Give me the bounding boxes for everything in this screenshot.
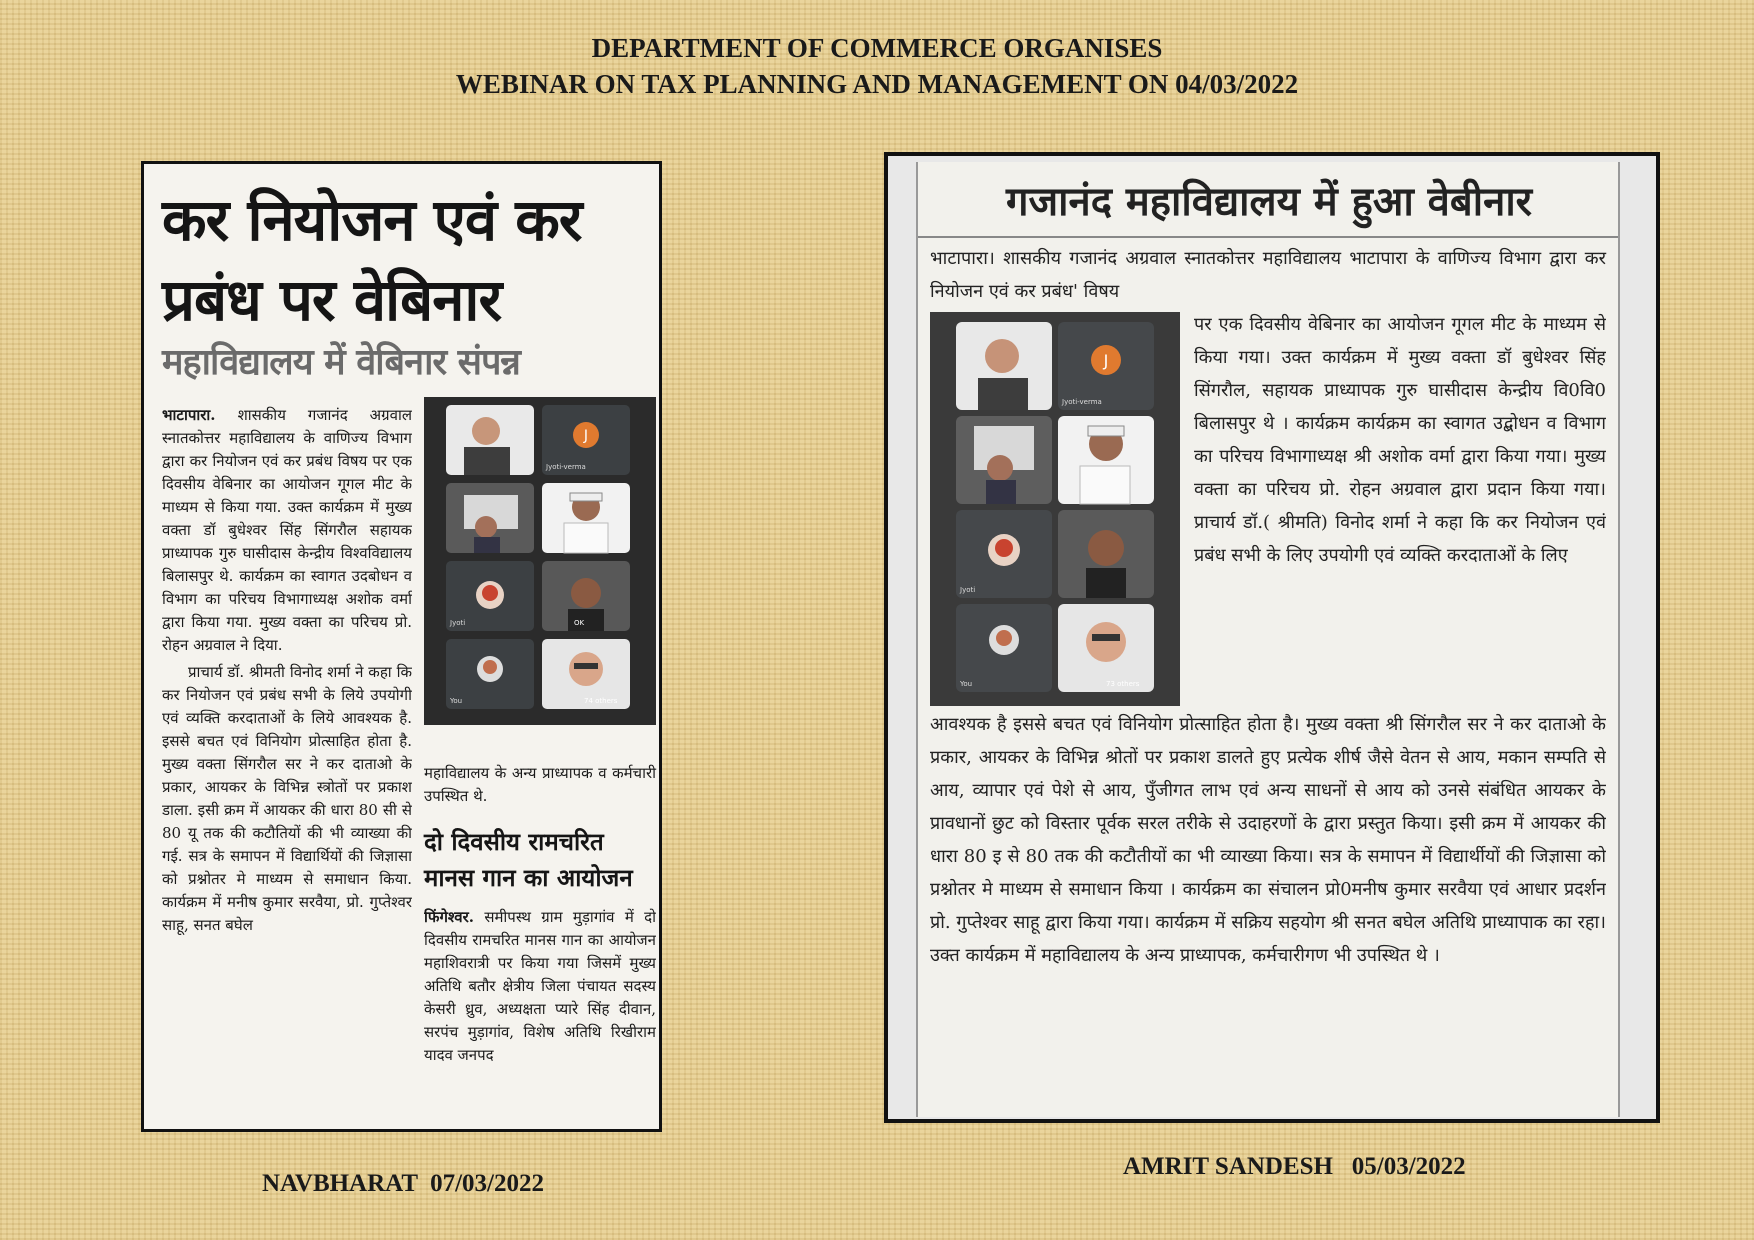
article-paragraph-4: समीपस्थ ग्राम मुड़ागांव में दो दिवसीय रामचरित मानस गान का आयोजन महाशिवरात्री पर किया गया जिसमें मुख्य अतिथि बतौर क्षेत्रीय जिला पंचायत सदस्य केसरी ध्रुव, अध्यक्षता प्यारे सिंह दीवान, सरपंच मुड़ागांव, विशेष अतिथि रिखीराम यादव जनपद [424, 908, 656, 1064]
headline-line-1: कर नियोजन एवं कर [162, 186, 582, 254]
caption-navbharat: NAVBHARAT 07/03/2022 [262, 1170, 544, 1197]
newspaper-clipping-navbharat [141, 161, 662, 1132]
participant-tile-1 [956, 322, 1052, 410]
dateline-2: फिंगेश्वर. [424, 908, 474, 926]
article-paragraph-1: शासकीय गजानंद अग्रवाल स्नातकोत्तर महाविद्यालय के वाणिज्य विभाग द्वारा कर नियोजन एवं कर प्रबंध विषय पर एक दिवसीय वेबिनार का आयोजन गूगल मीट के माध्यम से किया गया. उक्त कार्यक्रम में मुख्य वक्ता डॉ बुधेश्वर सिंह सिंगरौल सहायक प्राध्यापक गुरु घासीदास केन्द्रीय विश्वविद्यालय बिलासपुर थे. कार्यक्रम का स्वागत उदबोधन व विभाग का परिचय विभागाध्यक्ष अशोक वर्मा द्वारा किया गया. मुख्य वक्ता का परिचय प्रो. रोहन अग्रवाल ने दिया. [162, 406, 412, 654]
title-line-1: DEPARTMENT OF COMMERCE ORGANISES [591, 33, 1163, 63]
clipping-headline [162, 180, 652, 340]
avatar-letter: J [583, 428, 589, 444]
participant-name: OK [574, 619, 585, 627]
participant-name: 74 others [584, 697, 618, 705]
article-side-column: पर एक दिवसीय वेबिनार का आयोजन गूगल मीट के माध्यम से किया गया। उक्त कार्यक्रम में मुख्य वक्ता डॉ बुधेश्वर सिंह सिंगरौल, सहायक प्राध्यापक गुरु घासीदास केन्द्रीय वि0वि0 बिलासपुर थे । कार्यक्रम कार्यक्रम का स्वागत उद्बोधन व विभाग का परिचय विभागाध्यक्ष श्री अशोक वर्मा द्वारा किया गया। मुख्य वक्ता का परिचय प्रो. रोहन अग्रवाल द्वारा प्रदान किया गया। प्राचार्य डॉ.( श्रीमति) विनोद शर्मा ने कहा कि कर नियोजन एवं प्रबंध सभी के लिए उपयोगी एवं व्यक्ति करदाताओं के लिए [1194, 314, 1606, 566]
participant-tile-4 [542, 483, 630, 553]
second-article-column [424, 906, 656, 1118]
headline-rule [918, 236, 1618, 238]
newspaper-clipping-amrit-sandesh [884, 152, 1660, 1123]
participant-tile-1 [446, 405, 534, 475]
participant-tile-8 [542, 639, 630, 709]
participant-tile-8 [1058, 604, 1154, 692]
article-column-right [424, 762, 656, 808]
participant-tile-7 [956, 604, 1052, 692]
article-intro: भाटापारा। शासकीय गजानंद अग्रवाल स्नातकोत्तर महाविद्यालय भाटापारा के वाणिज्य विभाग द्वारा कर नियोजन एवं कर प्रबंध' विषय [930, 248, 1606, 302]
clipping-headline: गजानंद महाविद्यालय में हुआ वेबीनार [1005, 179, 1533, 225]
participant-tile-6 [1058, 510, 1154, 598]
participant-tile-5 [956, 510, 1052, 598]
clipping-subheadline: महाविद्यालय में वेबिनार संपन्न [162, 342, 520, 383]
page-title [0, 30, 1754, 102]
participant-tile-2 [542, 405, 630, 475]
participant-name: You [450, 697, 463, 705]
participant-tile-6 [542, 561, 630, 631]
article-paragraph-3: महाविद्यालय के अन्य प्राध्यापक व कर्मचारी उपस्थित थे. [424, 764, 656, 805]
caption-amrit-sandesh: AMRIT SANDESH 05/03/2022 [1123, 1153, 1466, 1180]
article-paragraph-2: प्राचार्य डॉ. श्रीमती विनोद शर्मा ने कहा कि कर नियोजन एवं प्रबंध सभी के लिये उपयोगी एवं व्यक्ति करदाताओं के लिये आवश्यक है. इससे बचत एवं विनियोग प्रोत्साहित होता है. मुख्य वक्ता सिंगरौल सर ने कर दाताओ के प्रकार, आयकर के विभिन्न स्त्रोतों पर प्रकाश डाला. इसी क्रम में आयकर की धारा 80 सी से 80 यू तक की कटौतियों की भी व्याख्या की गई. सत्र के समापन में विद्यार्थियों की जिज्ञासा को प्रश्नोतर मे माध्यम से समाधान किया. कार्यक्रम में मनीष कुमार सरवैया, प्रो. गुप्तेश्वर साहू, सनत बघेल [162, 663, 412, 934]
webinar-screenshot [424, 397, 656, 725]
second-article-headline: दो दिवसीय रामचरित मानस गान का आयोजन [424, 828, 633, 892]
participant-tile-4 [1058, 416, 1154, 504]
participant-tile-7 [446, 639, 534, 709]
participant-name: Jyoti [960, 586, 976, 594]
clipping-page [916, 162, 1620, 1117]
headline-line-2: प्रबंध पर वेबिनार [162, 266, 502, 334]
participant-tile-5 [446, 561, 534, 631]
participant-tile-3 [446, 483, 534, 553]
webinar-participants-grid [930, 312, 1180, 706]
participant-tile-3 [956, 416, 1052, 504]
article-column-left [162, 404, 412, 1117]
webinar-participants-grid [424, 397, 656, 725]
article-body: आवश्यक है इससे बचत एवं विनियोग प्रोत्साहित होता है। मुख्य वक्ता श्री सिंगरौल सर ने कर दाताओ के प्रकार, आयकर के विभिन्न श्रोतों पर प्रकाश डालते हुए प्रत्येक शीर्ष जैसे वेतन से आय, मकान सम्पति से आय, व्यापार एवं पेशे से आय, पुँजीगत लाभ एवं अन्य साधनों से आय को उनसे संबंधित आयकर के प्रावधानों छुट को विस्तार पूर्वक सरल तरीके से उदाहरणों के द्वारा प्रस्तुत किया। इसी क्रम में आयकर की धारा 80 इ से 80 तक की कटौतीयों का भी व्याख्या किया। सत्र के समापन में विद्यार्थीयों की जिज्ञासा को प्रश्नोतर मे माध्यम से समाधान किया । कार्यक्रम का संचालन प्रो0मनीष कुमार सरवैया एवं आधार प्रदर्शन प्रो. गुप्तेश्वर साहू द्वारा किया गया। कार्यक्रम में सक्रिय सहयोग श्री सनत बघेल अतिथि प्राध्यापाक का रहा। उक्त कार्यक्रम में महाविद्यालय के अन्य प्राध्यापक, कर्मचारीगण भी उपस्थित थे । [930, 714, 1606, 966]
participant-name: Jyoti-verma [546, 463, 586, 471]
participant-name: Jyoti [450, 619, 466, 627]
title-line-2: WEBINAR ON TAX PLANNING AND MANAGEMENT ON 04/03/2022 [455, 69, 1299, 99]
participant-tile-2 [1058, 322, 1154, 410]
participant-name: You [960, 680, 973, 688]
dateline: भाटापारा. [162, 406, 216, 424]
webinar-screenshot [930, 312, 1180, 706]
participant-name: 73 others [1106, 680, 1140, 688]
avatar-letter: J [1103, 351, 1109, 370]
participant-name: Jyoti-verma [1062, 398, 1102, 406]
